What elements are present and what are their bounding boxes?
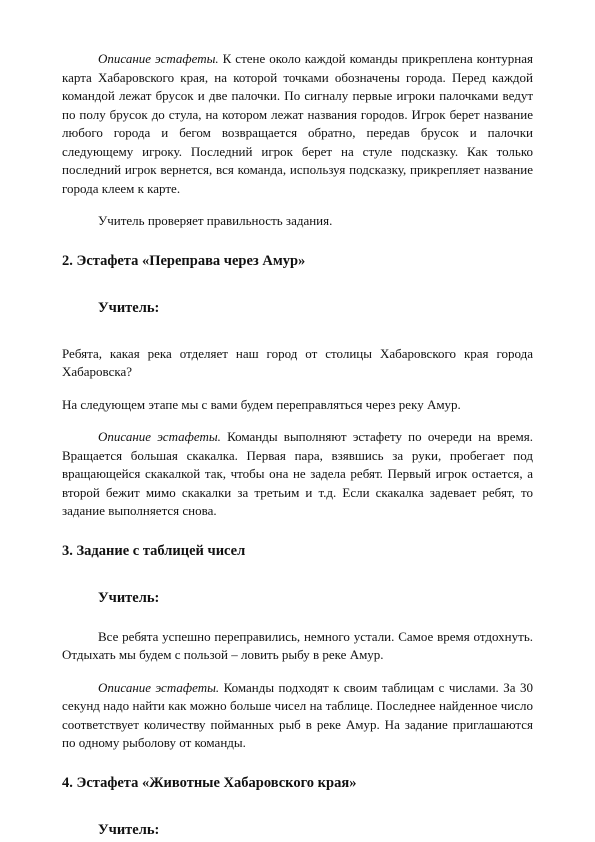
teacher-label: Учитель: [98,589,160,606]
section-heading-2: 2. Эстафета «Переправа через Амур» [62,252,306,269]
teacher-speech: Все ребята успешно переправились, немного устали. Самое время отдохнуть. Отдыхать мы будем с пользой – ловить рыбу в реке Амур. [62,628,533,662]
document-page [62,50,533,840]
relay-description-3 [62,679,533,753]
teacher-label: Учитель: [98,821,160,838]
teacher-question: Ребята, какая река отделяет наш город от столицы Хабаровского края города Хабаровска? [62,345,533,379]
section-heading-4: 4. Эстафета «Животные Хабаровского края» [62,774,357,791]
relay-description-lead: Описание эстафеты. [98,429,221,444]
relay-description-lead: Описание эстафеты. [98,679,220,695]
section-heading-3: 3. Задание с таблицей чисел [62,542,246,559]
teacher-check-note: Учитель проверяет правильность задания. [98,213,333,228]
relay-description-lead: Описание эстафеты. [98,51,219,66]
relay-description-text: Команды выполняют эстафету по очереди на время. Вращается большая скакалка. Первая пара, взявшись за руки, пробегает под вращающейся скакалкой так, чтобы она не задела ребят. Первый игрок остается, а второй бежит мимо скакалки за третьим и т.д. Если скакалка задевает ребят, то задание выполняется снова. [62,429,533,518]
teacher-announcement: На следующем этапе мы с вами будем переправляться через реку Амур. [62,396,461,412]
relay-description-text: К стене около каждой команды прикреплена контурная карта Хабаровского края, на которой точками обозначены города. Перед каждой командой лежат брусок и две палочки. По сигналу первые игроки палочками ведут по полу брусок до стула, на котором лежат названия городов. Игрок берет название любого города и бегом возвращается обратно, передав брусок и палочки следующему игроку. Последний игрок берет на стуле подсказку. Как только последний игрок вернется, вся команда, используя подсказку, прикрепляет название города клеем к карте. [62,51,533,196]
teacher-label: Учитель: [98,299,160,316]
relay-description-text: Команды подходят к своим таблицам с числами. За 30 секунд надо найти как можно больше чисел на таблице. Последнее найденное число соответствует количеству пойманных рыб в реке Амур. На задание приглашаются по одному рыболову от команды. [62,679,533,750]
relay-description-1 [62,50,533,198]
relay-description-2 [62,428,533,521]
